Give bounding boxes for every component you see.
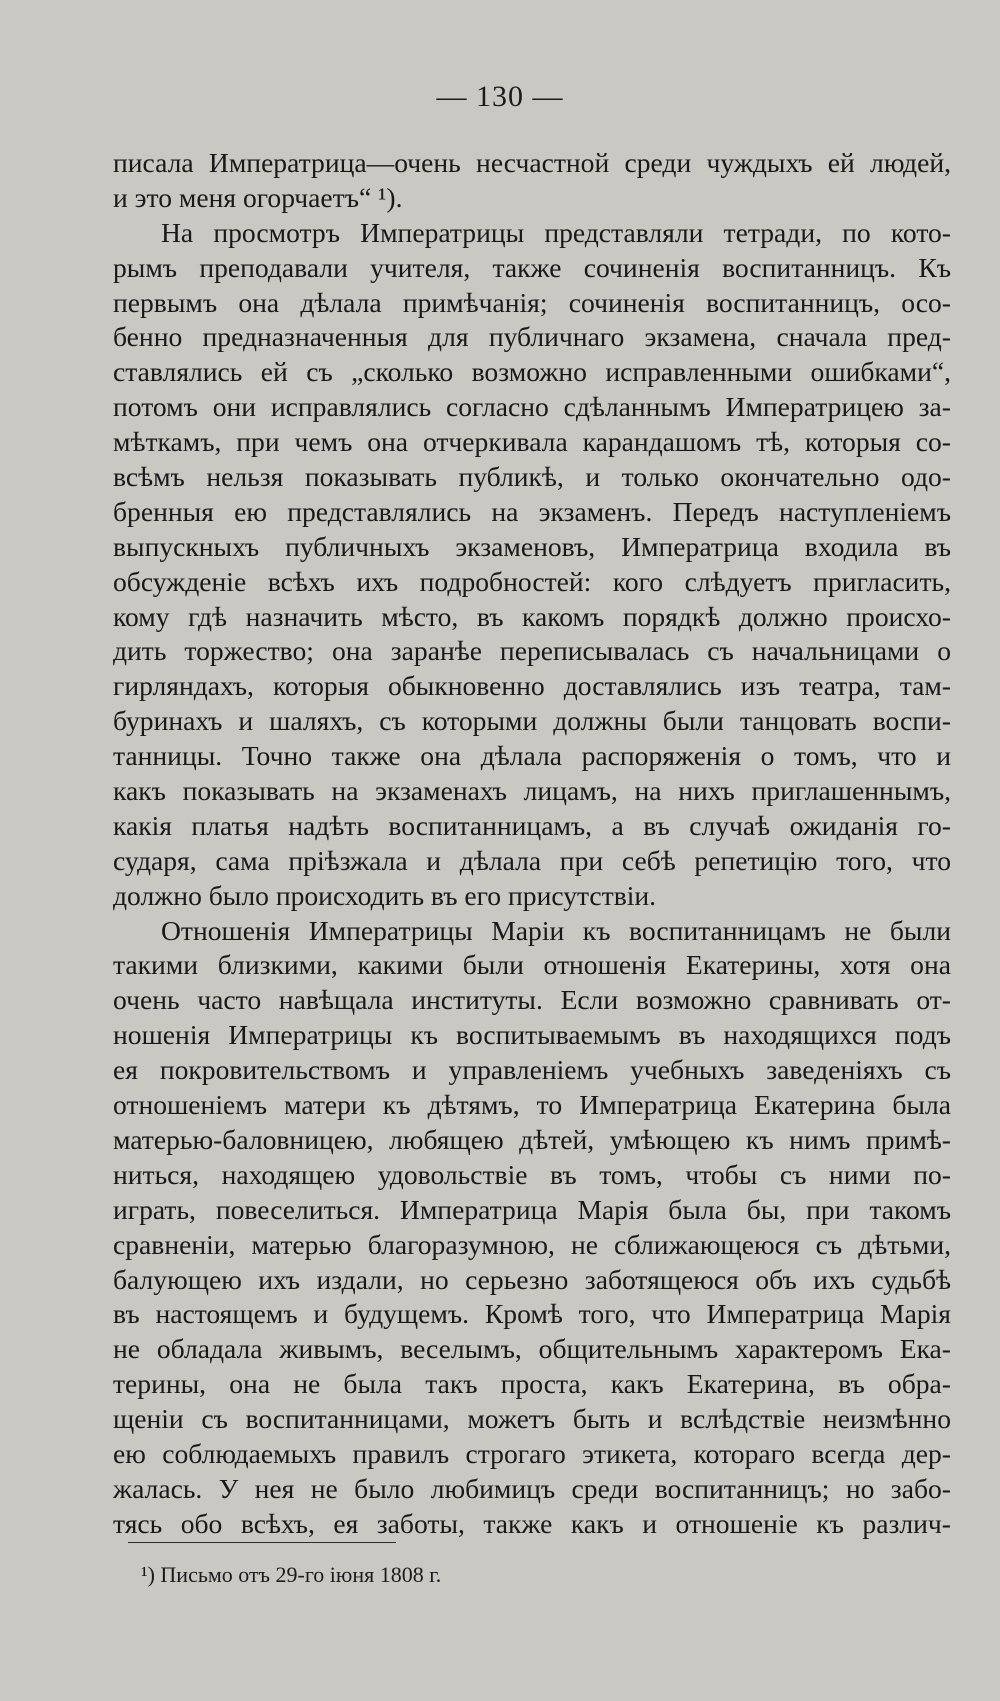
- text-line: въ настоящемъ и будущемъ. Кромѣ того, что Императрица Марія: [113, 1298, 951, 1330]
- body-text: [113, 146, 951, 1542]
- text-line: щеніи съ воспитанницами, можетъ быть и вслѣдствіе неизмѣнно: [113, 1403, 951, 1435]
- text-line: рымъ преподавали учителя, также сочиненія воспитанницъ. Къ: [113, 251, 951, 283]
- text-line: ношенія Императрицы къ воспитываемымъ въ находящихся подъ: [113, 1019, 951, 1051]
- text-line: какія платья надѣть воспитанницамъ, а въ случаѣ ожиданія го-: [113, 809, 951, 841]
- text-line: сравненіи, матерью благоразумною, не сближающеюся съ дѣтьми,: [113, 1228, 951, 1260]
- text-line: и это меня огорчаетъ“ ¹).: [113, 181, 403, 213]
- text-line: дить торжество; она заранѣе переписывалась съ начальницами о: [113, 635, 951, 667]
- text-line: потомъ они исправлялись согласно сдѣланнымъ Императрицею за-: [113, 391, 951, 423]
- text-line: матерью-баловницею, любящею дѣтей, умѣющею къ нимъ примѣ-: [113, 1123, 951, 1155]
- text-line: ниться, находящею удовольствіе въ томъ, чтобы съ ними по-: [113, 1158, 951, 1190]
- text-line: играть, повеселиться. Императрица Марія была бы, при такомъ: [113, 1193, 951, 1225]
- text-line: кому гдѣ назначить мѣсто, въ какомъ порядкѣ должно происхо-: [113, 600, 951, 632]
- text-line: какъ показывать на экзаменахъ лицамъ, на нихъ приглашеннымъ,: [113, 775, 951, 807]
- text-line: сударя, сама пріѣзжала и дѣлала при себѣ репетицію того, что: [113, 844, 951, 876]
- text-line: писала Императрица—очень несчастной среди чуждыхъ ей людей,: [113, 147, 951, 178]
- text-line: отношеніемъ матери къ дѣтямъ, то Императрица Екатерина была: [113, 1089, 951, 1121]
- text-line: бренныя ею представлялись на экзаменъ. Передъ наступленіемъ: [113, 495, 951, 527]
- text-line: не обладала живымъ, веселымъ, общительнымъ характеромъ Ека-: [113, 1333, 951, 1365]
- text-line: тясь обо всѣхъ, ея заботы, также какъ и отношеніе къ различ-: [113, 1507, 951, 1539]
- page-number: — 130 —: [436, 80, 564, 113]
- text-line: мѣткамъ, при чемъ она отчеркивала карандашомъ тѣ, которыя со-: [113, 426, 951, 458]
- text-line: бенно предназначенныя для публичнаго экзамена, сначала пред-: [113, 321, 951, 353]
- text-line: На просмотръ Императрицы представляли тетради, по кото-: [161, 216, 951, 248]
- text-line: Отношенія Императрицы Маріи къ воспитанницамъ не были: [161, 914, 951, 946]
- text-line: первымъ она дѣлала примѣчанія; сочиненія воспитанницъ, осо-: [113, 286, 951, 318]
- text-line: ея покровительствомъ и управленіемъ учебныхъ заведеніяхъ съ: [113, 1054, 951, 1086]
- text-line: балующею ихъ издали, но серьезно заботящеюся объ ихъ судьбѣ: [113, 1263, 951, 1295]
- footnote-divider: [128, 1542, 396, 1543]
- text-line: терины, она не была такъ проста, какъ Екатерина, въ обра-: [113, 1368, 951, 1400]
- text-line: ставлялись ей съ „сколько возможно исправленными ошибками“,: [113, 356, 951, 388]
- text-line: очень часто навѣщала институты. Если возможно сравнивать от-: [113, 984, 951, 1016]
- text-line: танницы. Точно также она дѣлала распоряженія о томъ, что и: [113, 740, 951, 772]
- text-line: такими близкими, какими были отношенія Екатерины, хотя она: [113, 949, 951, 981]
- text-line: гирляндахъ, которыя обыкновенно доставлялись изъ театра, там-: [113, 670, 951, 702]
- text-line: буринахъ и шаляхъ, съ которыми должны были танцовать воспи-: [113, 705, 951, 737]
- footnote: ¹) Письмо отъ 29-го іюня 1808 г.: [141, 1562, 442, 1587]
- text-line: ею соблюдаемыхъ правилъ строгаго этикета, котораго всегда дер-: [113, 1437, 951, 1469]
- text-line: обсужденіе всѣхъ ихъ подробностей: кого слѣдуетъ пригласить,: [113, 565, 951, 597]
- text-line: выпускныхъ публичныхъ экзаменовъ, Императрица входила въ: [113, 530, 951, 562]
- text-line: жалась. У нея не было любимицъ среди воспитанницъ; но забо-: [113, 1472, 951, 1504]
- text-line: всѣмъ нельзя показывать публикѣ, и только окончательно одо-: [113, 461, 951, 493]
- text-line: должно было происходить въ его присутствіи.: [113, 879, 657, 911]
